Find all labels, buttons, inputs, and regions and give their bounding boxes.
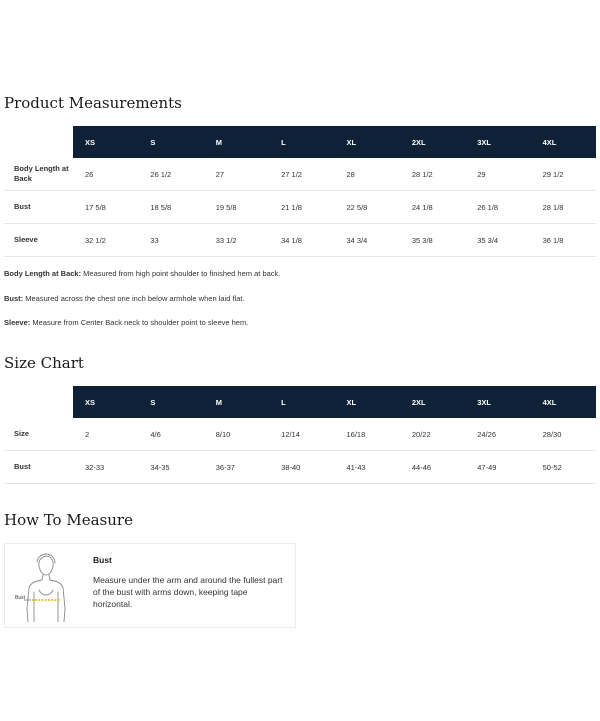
size-header: 4XL <box>531 126 596 158</box>
note-term: Sleeve: <box>4 318 31 327</box>
note-text: Measure from Center Back neck to shoulder point to sleeve hem. <box>30 318 249 327</box>
table-cell: 41-43 <box>335 451 400 484</box>
table-cell: 16/18 <box>335 418 400 451</box>
table-cell: 35 3/8 <box>400 224 465 257</box>
size-header: S <box>138 386 203 418</box>
table-cell: 19 5/8 <box>204 191 269 224</box>
table-cell: 34 1/8 <box>269 224 334 257</box>
table-row <box>4 418 596 451</box>
size-header: L <box>269 126 334 158</box>
header-corner <box>4 386 73 418</box>
note-sleeve <box>4 318 248 327</box>
table-cell: 22 5/8 <box>335 191 400 224</box>
table-header-row <box>4 126 596 158</box>
size-chart-title: Size Chart <box>4 354 84 372</box>
note-bust <box>4 294 245 303</box>
table-cell: 24 1/8 <box>400 191 465 224</box>
size-header: 3XL <box>465 126 530 158</box>
size-header: S <box>138 126 203 158</box>
table-row <box>4 224 596 257</box>
note-term: Bust: <box>4 294 24 303</box>
body-silhouette-icon <box>15 550 77 622</box>
table-cell: 17 5/8 <box>73 191 138 224</box>
table-cell: 34 3/4 <box>335 224 400 257</box>
table-cell: 8/10 <box>204 418 269 451</box>
table-cell: 36-37 <box>204 451 269 484</box>
row-label: Body Length at Back <box>4 158 73 191</box>
table-cell: 36 1/8 <box>531 224 596 257</box>
table-cell: 34-35 <box>138 451 203 484</box>
table-cell: 28 <box>335 158 400 191</box>
table-header-row <box>4 386 596 418</box>
table-cell: 27 1/2 <box>269 158 334 191</box>
table-row <box>4 158 596 191</box>
size-header: L <box>269 386 334 418</box>
table-cell: 44-46 <box>400 451 465 484</box>
table-cell: 28 1/8 <box>531 191 596 224</box>
table-cell: 2 <box>73 418 138 451</box>
table-cell: 32 1/2 <box>73 224 138 257</box>
note-text: Measured across the chest one inch below armhole when laid flat. <box>23 294 245 303</box>
table-cell: 18 5/8 <box>138 191 203 224</box>
row-label: Bust <box>4 451 73 484</box>
table-cell: 28 1/2 <box>400 158 465 191</box>
product-measurements-title: Product Measurements <box>4 94 182 112</box>
table-cell: 26 <box>73 158 138 191</box>
table-cell: 26 1/8 <box>465 191 530 224</box>
row-label: Bust <box>4 191 73 224</box>
size-header: M <box>204 386 269 418</box>
table-cell: 33 1/2 <box>204 224 269 257</box>
table-cell: 20/22 <box>400 418 465 451</box>
figure-bust-label: Bust <box>15 595 26 601</box>
size-chart-table <box>4 386 596 484</box>
note-body-length <box>4 269 280 278</box>
table-cell: 35 3/4 <box>465 224 530 257</box>
table-cell: 27 <box>204 158 269 191</box>
table-cell: 12/14 <box>269 418 334 451</box>
size-header: 2XL <box>400 126 465 158</box>
table-row <box>4 191 596 224</box>
size-header: XS <box>73 126 138 158</box>
table-cell: 21 1/8 <box>269 191 334 224</box>
size-header: 4XL <box>531 386 596 418</box>
table-cell: 32-33 <box>73 451 138 484</box>
row-label: Size <box>4 418 73 451</box>
table-cell: 38-40 <box>269 451 334 484</box>
table-cell: 24/26 <box>465 418 530 451</box>
row-label: Sleeve <box>4 224 73 257</box>
size-header: XL <box>335 126 400 158</box>
note-text: Measured from high point shoulder to finished hem at back. <box>81 269 281 278</box>
measure-item-description: Measure under the arm and around the fullest part of the bust with arms down, keeping tape horizontal. <box>93 575 283 609</box>
header-corner <box>4 126 73 158</box>
size-header: 3XL <box>465 386 530 418</box>
table-cell: 47-49 <box>465 451 530 484</box>
measure-item-title: Bust <box>93 555 112 565</box>
table-row <box>4 451 596 484</box>
table-cell: 29 1/2 <box>531 158 596 191</box>
table-cell: 28/30 <box>531 418 596 451</box>
size-header: XL <box>335 386 400 418</box>
size-header: XS <box>73 386 138 418</box>
bust-measure-card <box>4 543 296 628</box>
note-term: Body Length at Back: <box>4 269 82 278</box>
size-header: 2XL <box>400 386 465 418</box>
table-cell: 50-52 <box>531 451 596 484</box>
how-to-measure-title: How To Measure <box>4 511 133 529</box>
table-cell: 33 <box>138 224 203 257</box>
table-cell: 26 1/2 <box>138 158 203 191</box>
product-measurements-table <box>4 126 596 257</box>
size-header: M <box>204 126 269 158</box>
table-cell: 29 <box>465 158 530 191</box>
table-cell: 4/6 <box>138 418 203 451</box>
